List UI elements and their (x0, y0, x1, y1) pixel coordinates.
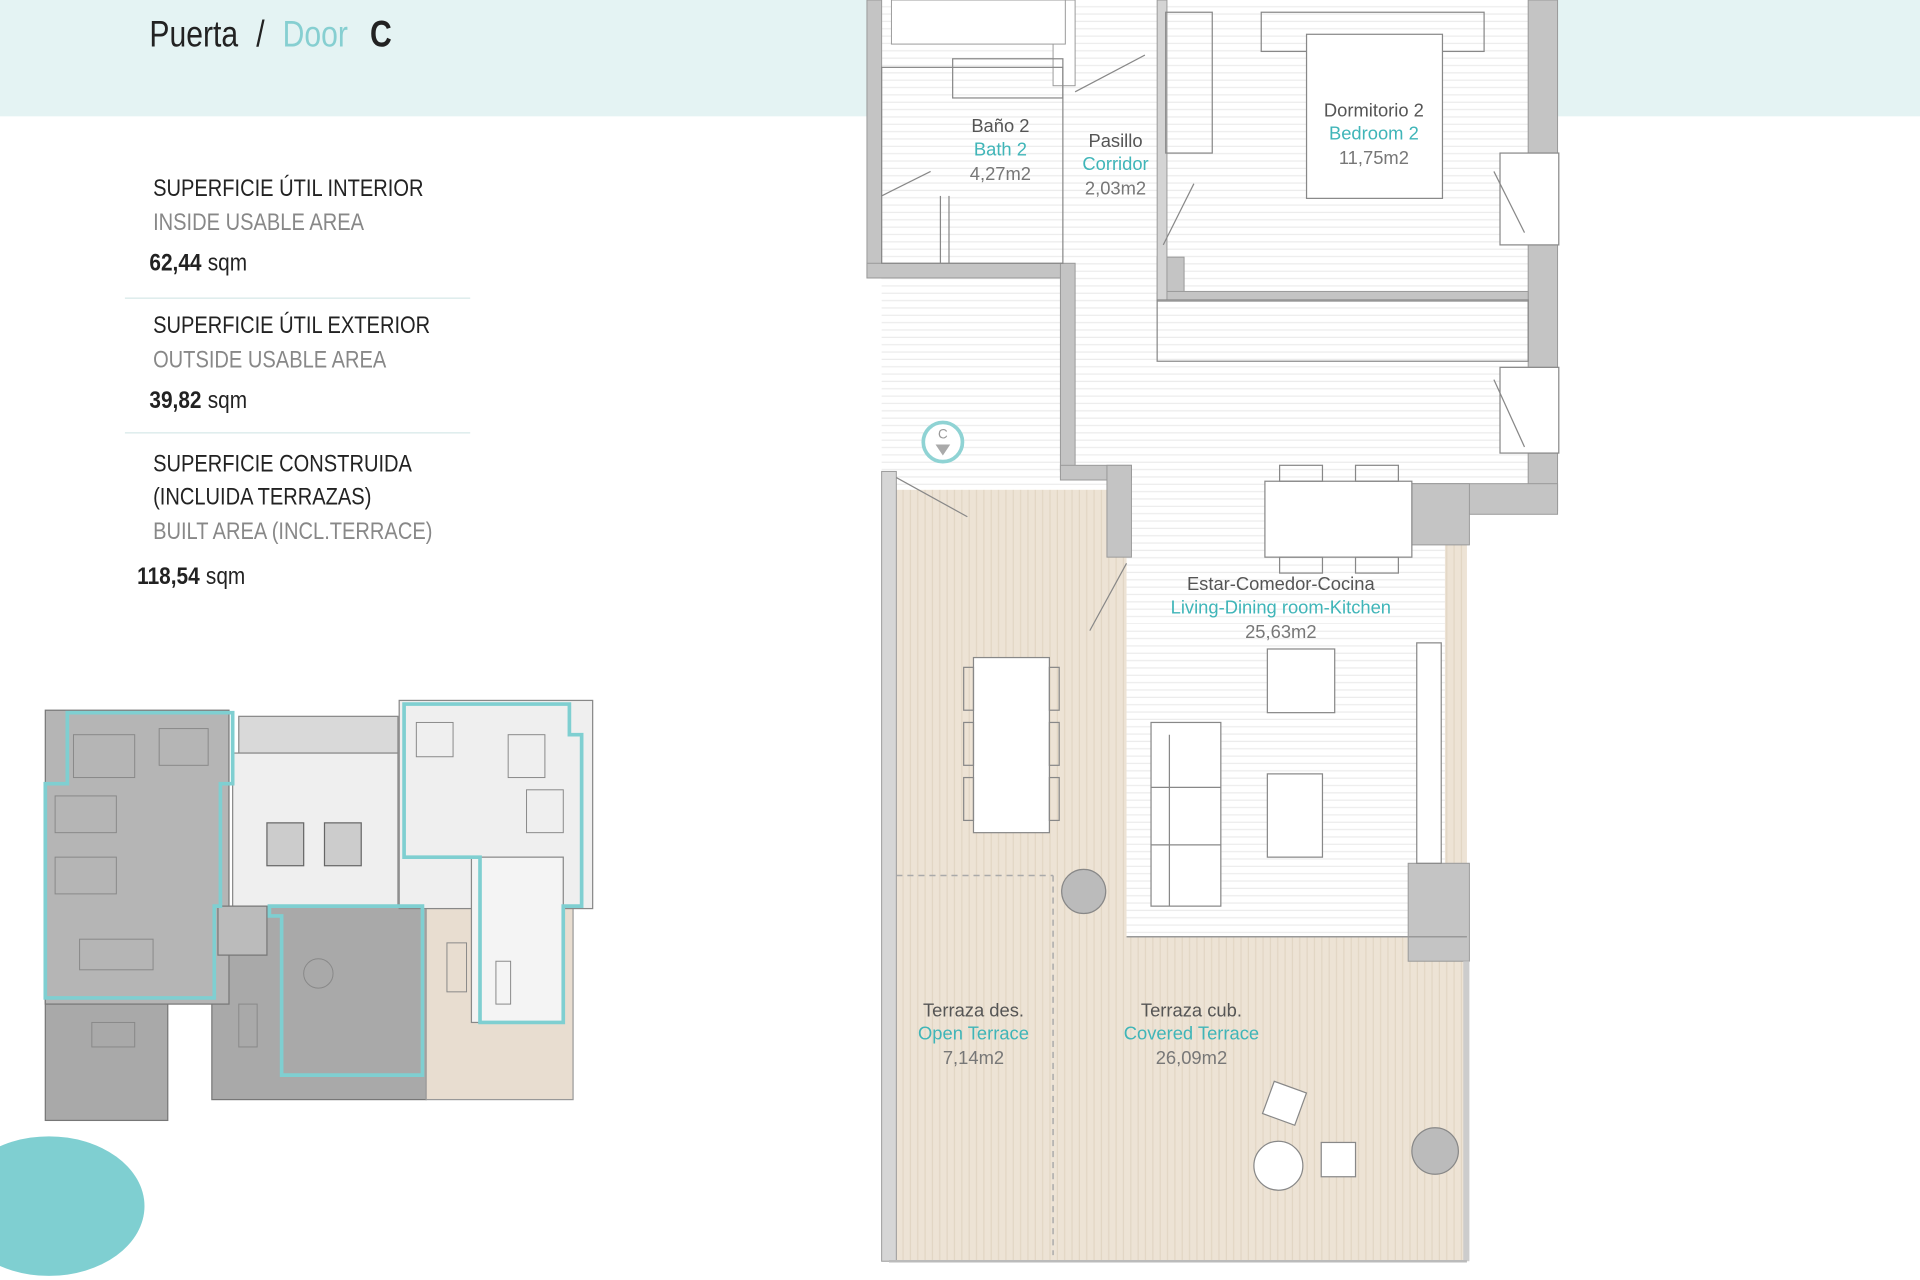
value-number: 118,54 (137, 563, 200, 591)
stat-title-es: SUPERFICIE ÚTIL EXTERIOR (153, 312, 431, 340)
decorative-blob (0, 1136, 144, 1276)
room-label-bedroom2 (1324, 99, 1424, 168)
title-es: Puerta (149, 14, 239, 56)
value-unit: sqm (205, 563, 246, 591)
svg-text:Bath 2: Bath 2 (973, 138, 1027, 160)
svg-text:Living-Dining room-Kitchen: Living-Dining room-Kitchen (1170, 596, 1392, 618)
title-separator: / (256, 14, 265, 56)
svg-text:11,75m2: 11,75m2 (1338, 147, 1409, 169)
room-label-corridor (1082, 130, 1148, 199)
svg-text:Corridor: Corridor (1082, 153, 1149, 175)
svg-text:Covered Terrace: Covered Terrace (1123, 1022, 1260, 1044)
svg-text:C: C (938, 426, 948, 442)
svg-text:Terraza cub.: Terraza cub. (1140, 999, 1242, 1021)
svg-text:Open Terrace: Open Terrace (918, 1022, 1029, 1044)
svg-text:Terraza des.: Terraza des. (922, 999, 1024, 1021)
title-en: Door (282, 14, 348, 56)
svg-text:Dormitorio 2: Dormitorio 2 (1323, 99, 1424, 121)
door-letter: C (370, 14, 392, 56)
stat-title-es: SUPERFICIE CONSTRUIDA (153, 450, 412, 478)
terrace-edge (1463, 961, 1469, 1261)
value-unit: sqm (207, 386, 248, 414)
svg-text:25,63m2: 25,63m2 (1245, 620, 1317, 642)
value-unit: sqm (207, 249, 248, 277)
svg-text:Baño 2: Baño 2 (971, 115, 1030, 137)
stat-title-en: OUTSIDE USABLE AREA (153, 346, 387, 374)
svg-text:7,14m2: 7,14m2 (942, 1047, 1005, 1069)
stat-title-en: INSIDE USABLE AREA (153, 209, 364, 237)
room-label-bath2 (970, 115, 1031, 184)
svg-text:Bedroom 2: Bedroom 2 (1328, 122, 1419, 144)
svg-text:Pasillo: Pasillo (1088, 129, 1143, 151)
svg-text:4,27m2: 4,27m2 (969, 163, 1032, 185)
key-plan (45, 700, 592, 1120)
value-number: 39,82 (149, 386, 202, 414)
stat-title-en: BUILT AREA (INCL.TERRACE) (153, 517, 433, 545)
svg-text:26,09m2: 26,09m2 (1155, 1047, 1228, 1069)
value-number: 62,44 (149, 249, 202, 277)
stat-title-es: SUPERFICIE ÚTIL INTERIOR (153, 175, 424, 203)
svg-text:Estar-Comedor-Cocina: Estar-Comedor-Cocina (1186, 573, 1375, 595)
entrance-marker-icon (923, 422, 962, 461)
svg-text:2,03m2: 2,03m2 (1084, 177, 1147, 199)
stat-title-es-2: (INCLUIDA TERRAZAS) (153, 483, 372, 511)
